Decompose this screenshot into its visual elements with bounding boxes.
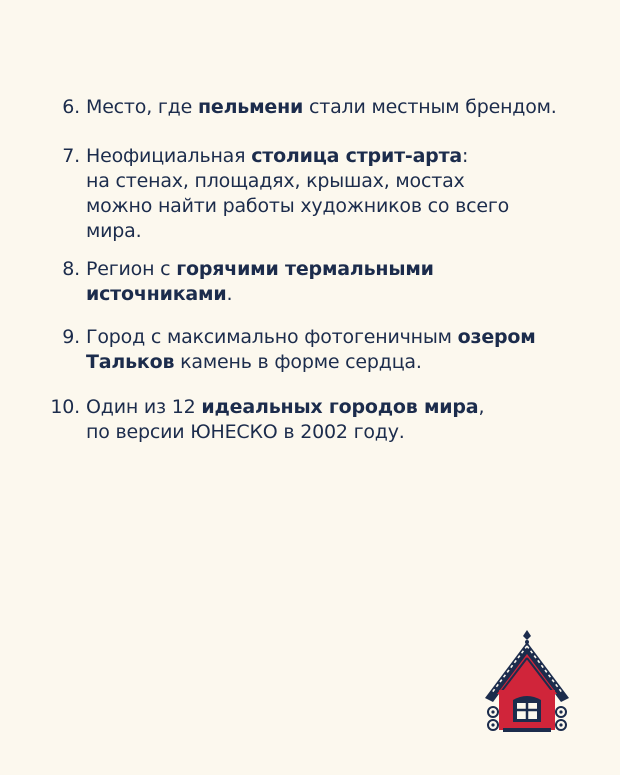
item-number: 6. — [62, 96, 80, 118]
wooden-house-icon — [477, 628, 577, 738]
list-item — [46, 95, 606, 120]
list-item — [46, 144, 606, 244]
item-text: Место, где пельмени стали местным брендом. — [86, 96, 557, 118]
item-text: Город с максимально фотогеничным озером Тальков камень в форме сердца. — [86, 326, 536, 373]
item-text: Регион с горячими термальными источниками. — [86, 258, 434, 305]
list-item — [46, 325, 606, 375]
item-number: 10. — [50, 396, 80, 418]
item-number: 9. — [62, 326, 80, 348]
item-text: Неофициальная столица стрит-арта: на стенах, площадях, крышах, мостах можно найти работы художников со всего мира. — [86, 145, 510, 242]
item-number: 7. — [62, 145, 80, 167]
item-number: 8. — [62, 258, 80, 280]
list-item — [46, 395, 606, 445]
item-text: Один из 12 идеальных городов мира, по версии ЮНЕСКО в 2002 году. — [86, 396, 485, 443]
list-item — [46, 257, 606, 307]
